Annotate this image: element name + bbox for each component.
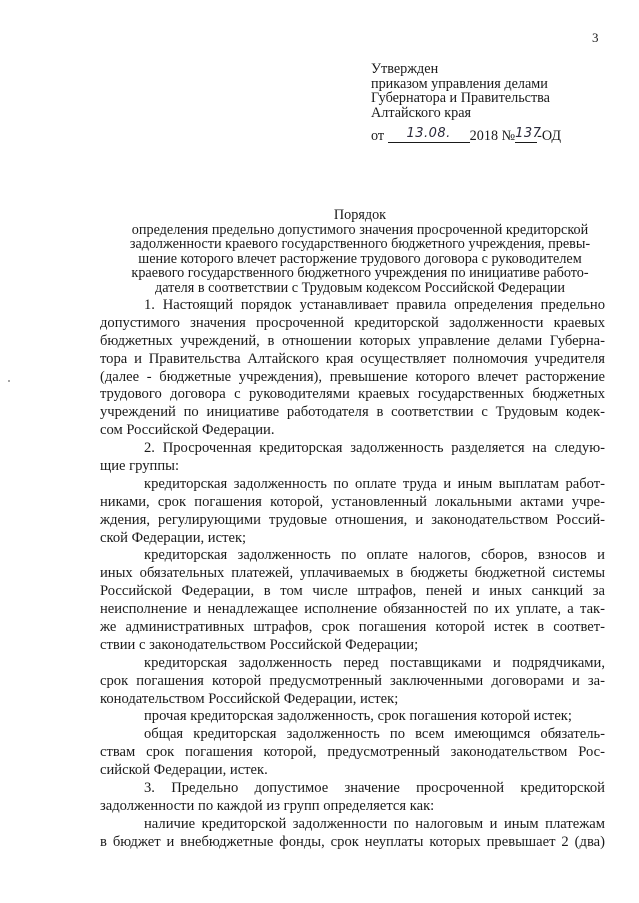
order-suffix: -ОД — [537, 128, 562, 144]
body-line: (далее - бюджетные учреждения), превышение которого влечет расторжение — [100, 368, 605, 385]
handwritten-order-number: 137 — [515, 126, 542, 141]
body-line: допустимого значения просроченной кредиторской задолженности краевых — [100, 314, 605, 331]
body-line: иных обязательных платежей, уплачиваемых в бюджеты бюджетной системы — [100, 565, 605, 582]
body-line: задолженности по каждой из групп определяется как: — [100, 797, 435, 814]
approval-line: Алтайского края — [371, 104, 472, 121]
approval-line: Утвержден — [371, 61, 439, 77]
title-line: определения предельно допустимого значения просроченной кредиторской — [131, 221, 589, 238]
handwritten-date: 13.08. — [406, 126, 451, 141]
body-line: сом Российской Федерации. — [100, 422, 275, 439]
body-line: ствии с законодательством Российской Федерации; — [100, 636, 419, 653]
body-line: никами, срок погашения которой, установленный локальными актами учре- — [100, 493, 605, 510]
title-line: краевого государственного бюджетного учреждения по инициативе работо- — [131, 265, 589, 281]
order-number-field — [515, 126, 542, 143]
body-line: наличие кредиторской задолженности по налоговым и иным платежам — [144, 815, 605, 832]
body-line: ждения, регулирующими трудовые отношения, и законодательством Россий- — [100, 511, 605, 528]
body-line: бюджетных учреждений, в отношении которых управление делами Губерна- — [100, 332, 605, 349]
body-line: 2. Просроченная кредиторская задолженность разделяется на следую- — [144, 440, 605, 457]
title-line: дателя в соответствии с Трудовым кодексом Российской Федерации — [155, 279, 565, 296]
approval-stamp — [371, 62, 550, 120]
body-line: кредиторская задолженность перед поставщиками и подрядчиками, — [144, 654, 605, 671]
body-line: кредиторская задолженность по оплате труда и иным выплатам работ- — [144, 475, 605, 492]
approval-date-line — [371, 128, 561, 145]
title-line: шение которого влечет расторжение трудового договора с руководителем — [138, 250, 582, 267]
date-field — [388, 128, 470, 143]
approval-line: Губернатора и Правительства — [371, 90, 550, 106]
body-line: тора и Правительства Алтайского края осуществляет полномочия учредителя — [100, 350, 605, 367]
body-line: же административных штрафов, срок погашения которой истек в соответ- — [100, 619, 605, 636]
year-number-label: 2018 № — [469, 128, 516, 144]
body-line: щие группы: — [100, 458, 180, 475]
body-line: прочая кредиторская задолженность, срок погашения которой истек; — [144, 708, 572, 725]
body-line: 3. Предельно допустимое значение просроченной кредиторской — [144, 780, 605, 797]
scan-speck — [8, 380, 10, 382]
page-number: 3 — [592, 30, 599, 45]
body-line: в бюджет и внебюджетные фонды, срок неуплаты которых превышает 2 (два) — [100, 833, 605, 850]
body-line: кредиторская задолженность по оплате налогов, сборов, взносов и — [144, 547, 605, 564]
body-line: конодательством Российской Федерации, истек; — [100, 690, 399, 707]
body-line: 1. Настоящий порядок устанавливает правила определения предельно — [144, 297, 605, 313]
body-line: трудового договора с руководителями краевых государственных бюджетных — [100, 386, 605, 403]
approval-line: приказом управления делами — [371, 75, 548, 92]
body-line: ской Федерации, истек; — [100, 529, 247, 546]
title-line: задолженности краевого государственного бюджетного учреждения, превы- — [129, 236, 591, 252]
body-line: сийской Федерации, истек. — [100, 762, 268, 779]
body-line: ствам срок погашения которой, предусмотренный законодательством Рос- — [100, 744, 605, 761]
body-line: Российской Федерации, в том числе штрафов, пеней и иных санкций за — [100, 583, 605, 600]
body-line: общая кредиторская задолженность по всем имеющимся обязатель- — [144, 726, 605, 743]
title-heading: Порядок — [333, 207, 387, 223]
body-line: учреждений по инициативе работодателя в соответствии с Трудовым кодек- — [100, 404, 605, 421]
body-line: срок погашения которой предусмотренный заключенными договорами и за- — [100, 672, 605, 689]
document-title — [100, 208, 620, 295]
date-prefix: от — [371, 128, 385, 144]
body-line: неисполнение и ненадлежащее исполнение обязанностей по их уплате, а так- — [100, 601, 605, 618]
document-body — [100, 297, 605, 852]
